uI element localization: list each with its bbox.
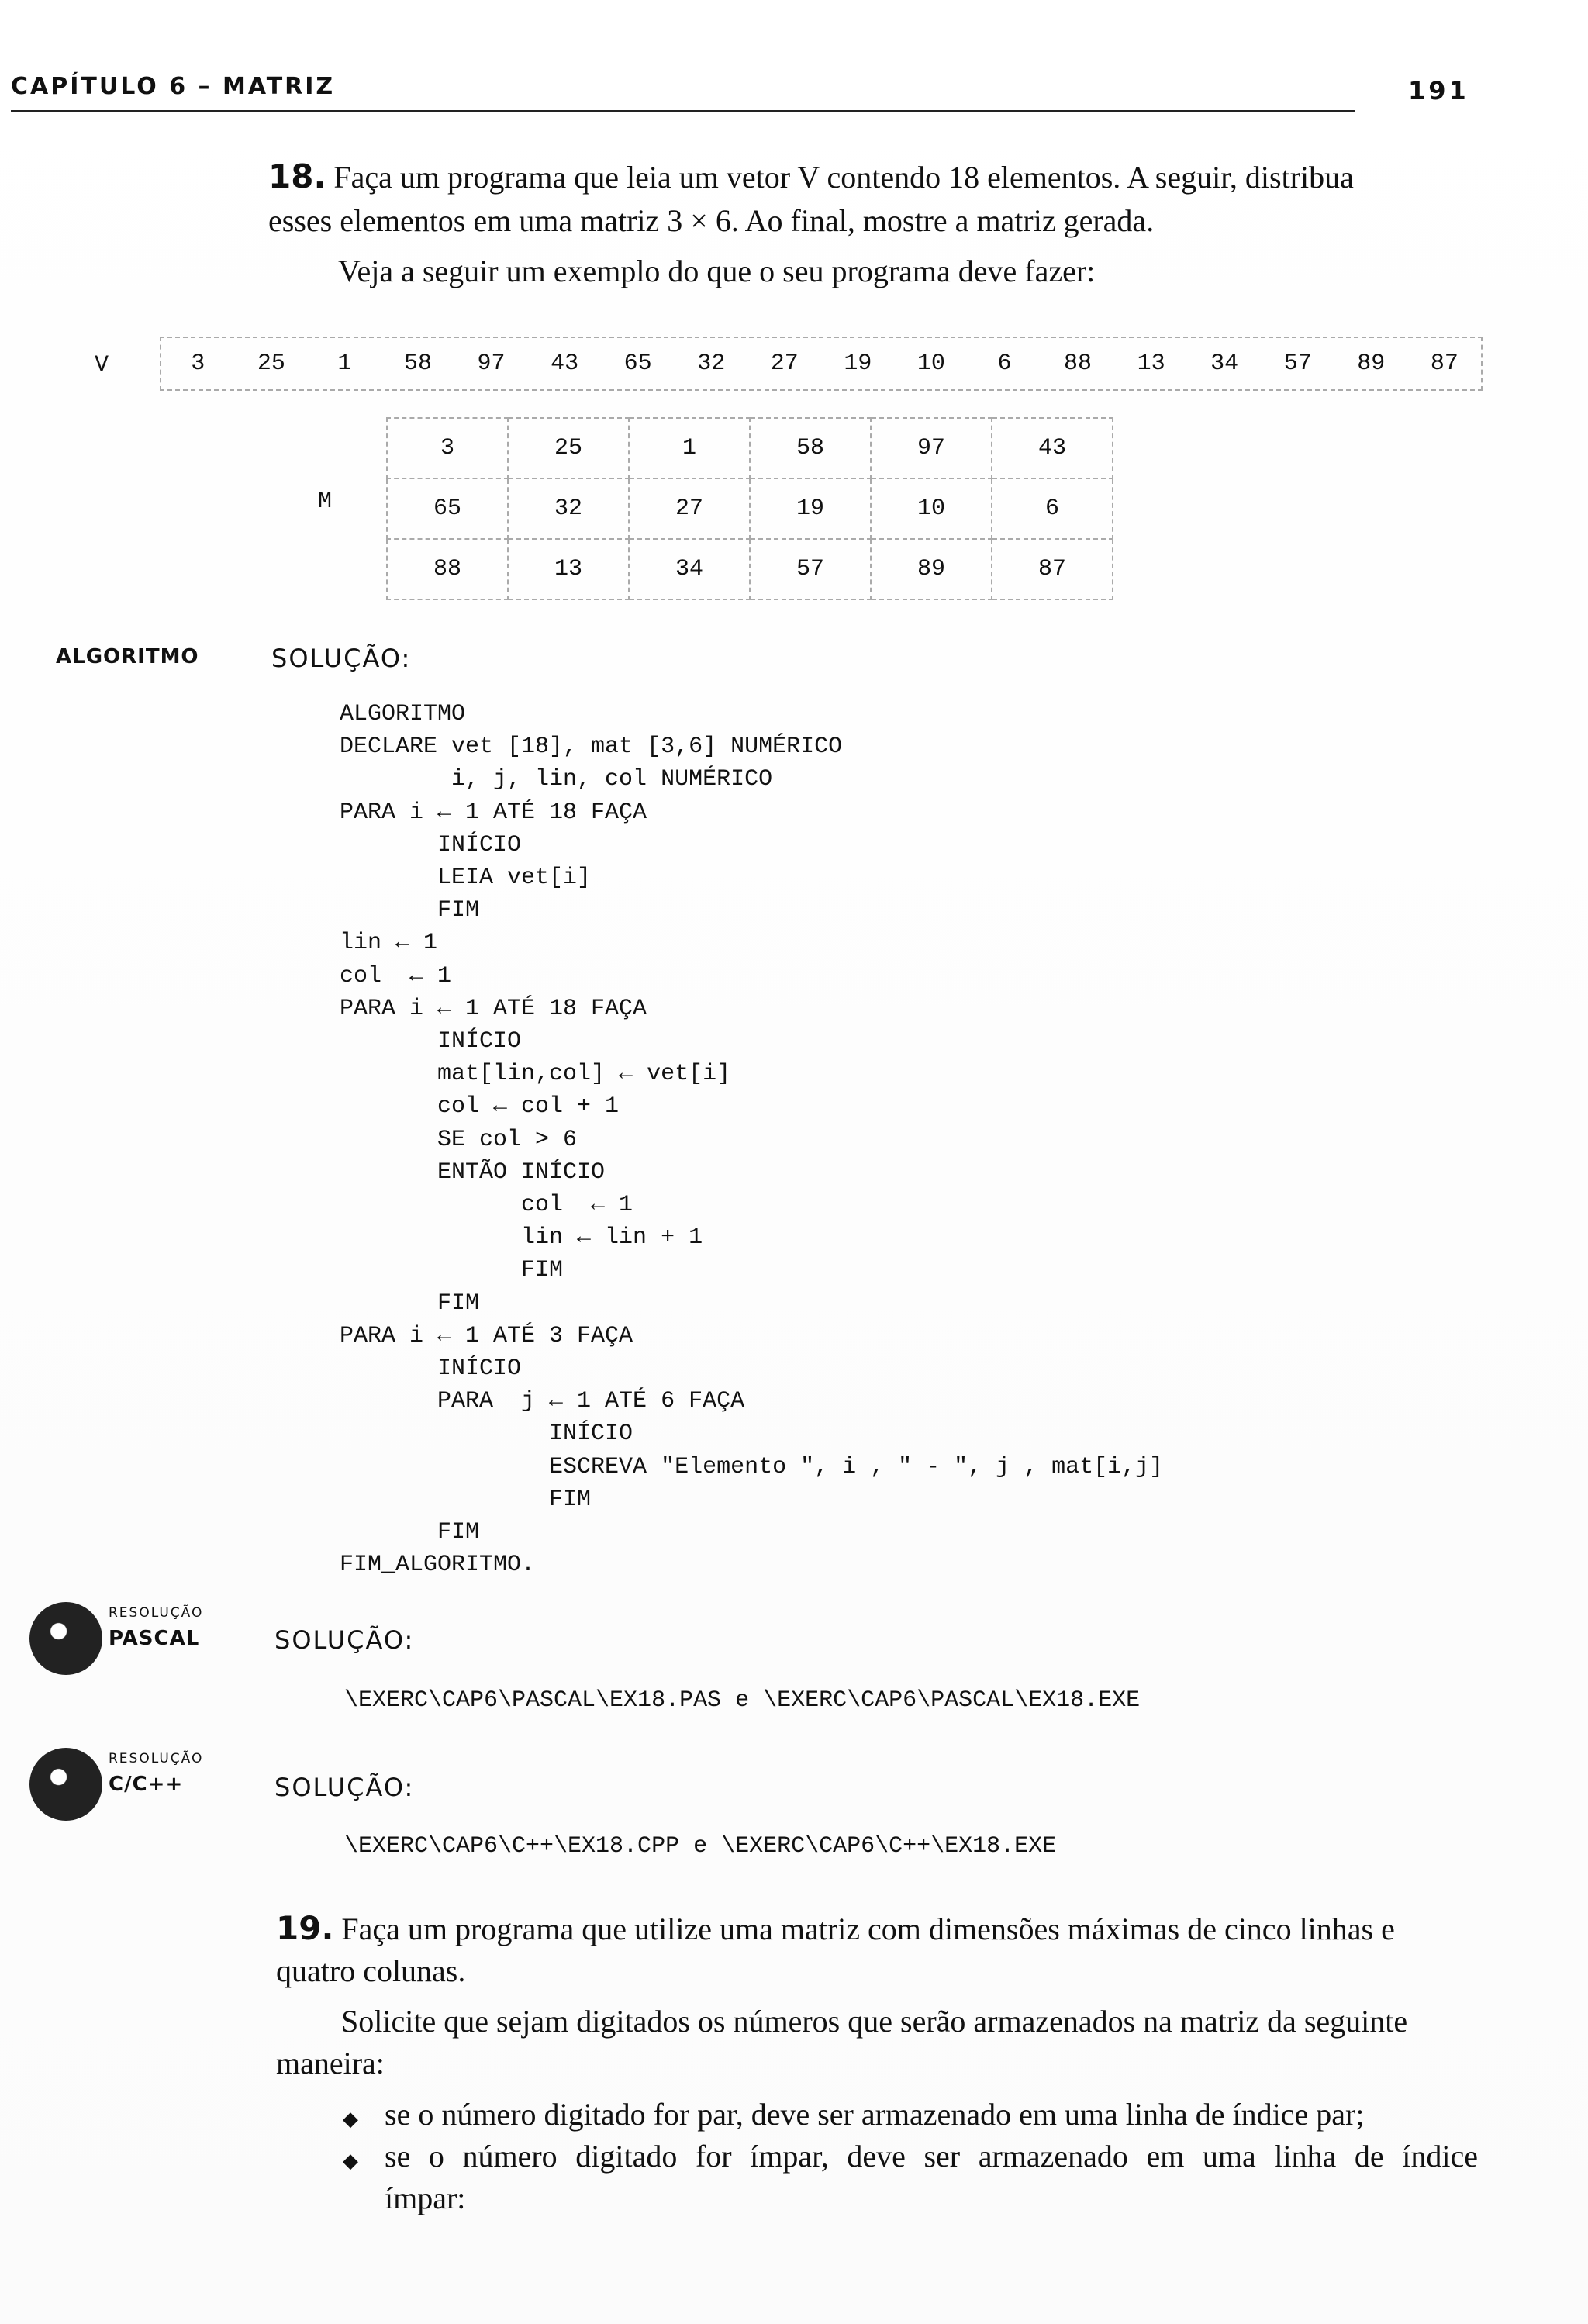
matrix-cell: 87	[992, 539, 1113, 599]
cpp-solution-label: SOLUÇÃO:	[274, 1773, 415, 1802]
exercise-19-para2-line2: maneira:	[276, 2046, 385, 2081]
vector-cell: 3	[191, 350, 205, 377]
page-header	[0, 73, 1473, 110]
vector-cell: 88	[1064, 350, 1093, 377]
vector-cell: 58	[403, 350, 432, 377]
exercise-19-paragraph-2	[276, 2001, 1478, 2084]
exercise-19-para2-line1: Solicite que sejam digitados os números que serão armazenados na matriz da seguinte	[341, 2004, 1408, 2039]
matrix-cell: 57	[750, 539, 871, 599]
matrix-cell: 27	[629, 478, 750, 539]
bullet-diamond-icon: ◆	[343, 2150, 358, 2173]
matrix-cell: 10	[871, 478, 992, 539]
matrix-cell: 19	[750, 478, 871, 539]
matrix-cell: 97	[871, 418, 992, 478]
vector-example	[84, 337, 1479, 391]
algoritmo-solution-label: SOLUÇÃO:	[271, 644, 412, 673]
matrix-row	[387, 539, 1113, 599]
exercise-18-number: 18.	[268, 157, 326, 195]
vector-cell: 97	[477, 350, 506, 377]
vector-cell: 32	[697, 350, 726, 377]
vector-label: V	[95, 352, 109, 378]
matrix-cell: 25	[508, 418, 629, 478]
matrix-label: M	[318, 489, 333, 515]
matrix-cell: 3	[387, 418, 508, 478]
matrix-cell: 43	[992, 418, 1113, 478]
cd-disc-icon	[29, 1748, 102, 1821]
exercise-19-text-line2: quatro colunas.	[276, 1953, 466, 1988]
vector-cell: 1	[337, 350, 352, 377]
cd-disc-icon	[29, 1602, 102, 1675]
vector-cell: 19	[844, 350, 872, 377]
cpp-side-label: C/C++	[109, 1773, 184, 1796]
exercise-18-statement	[268, 155, 1481, 243]
vector-cell: 65	[623, 350, 652, 377]
exercise-19-statement	[276, 1908, 1478, 1992]
exercise-19-bullet-2	[385, 2136, 1478, 2219]
vector-cell: 27	[770, 350, 799, 377]
cpp-resolution-label: RESOLUÇÃO	[109, 1751, 204, 1766]
algorithm-code: ALGORITMO DECLARE vet [18], mat [3,6] NUMÉRICO i, j, lin, col NUMÉRICO PARA i ← 1 ATÉ 18 FAÇA INÍCIO LEIA vet[i] FIM lin ← 1 col ← 1 PARA i ← 1 ATÉ 18 FAÇA INÍCIO mat[lin,col] ← vet[i] col ← col + 1 SE col > 6 ENTÃO INÍCIO col ← 1 lin ← lin + 1 FIM FIM PARA i ← 1 ATÉ 3 FAÇA INÍCIO PARA j ← 1 ATÉ 6 FAÇA INÍCIO ESCREVA "Elemento ", i , " - ", j , mat[i,j] FIM FIM FIM_ALGORITMO.	[340, 701, 1164, 1579]
matrix-cell: 1	[629, 418, 750, 478]
exercise-19-text-line1: Faça um programa que utilize uma matriz com dimensões máximas de cinco linhas e	[341, 1911, 1395, 1946]
exercise-19-bullet-1: se o número digitado for par, deve ser armazenado em uma linha de índice par;	[385, 2097, 1365, 2132]
vector-cell: 25	[257, 350, 285, 377]
exercise-18-text-line2: esses elementos em uma matriz 3 × 6. Ao final, mostre a matriz gerada.	[268, 203, 1155, 238]
pascal-file-path: \EXERC\CAP6\PASCAL\EX18.PAS e \EXERC\CAP6\PASCAL\EX18.EXE	[344, 1687, 1141, 1714]
exercise-19-bullet-2-line2: ímpar:	[385, 2181, 466, 2215]
vector-cell: 10	[917, 350, 945, 377]
algoritmo-side-label: ALGORITMO	[56, 645, 199, 668]
pascal-solution-label: SOLUÇÃO:	[274, 1625, 415, 1655]
matrix-cell: 65	[387, 478, 508, 539]
vector-cell: 43	[551, 350, 579, 377]
matrix-cell: 32	[508, 478, 629, 539]
matrix-cell: 13	[508, 539, 629, 599]
pascal-resolution-label: RESOLUÇÃO	[109, 1605, 204, 1621]
vector-cell: 57	[1283, 350, 1312, 377]
vector-cell: 89	[1357, 350, 1386, 377]
page-number: 191	[1408, 76, 1469, 105]
vector-cell: 34	[1210, 350, 1239, 377]
exercise-19-bullet-2-line1: se o número digitado for ímpar, deve ser armazenado em uma linha de índice	[385, 2139, 1478, 2174]
vector-cells	[160, 337, 1483, 391]
header-rule	[11, 110, 1355, 112]
matrix-cell: 6	[992, 478, 1113, 539]
matrix-cell: 58	[750, 418, 871, 478]
vector-cell: 87	[1430, 350, 1459, 377]
vector-cell: 13	[1137, 350, 1165, 377]
chapter-title: CAPÍTULO 6 – MATRIZ	[11, 73, 336, 100]
cpp-file-path: \EXERC\CAP6\C++\EX18.CPP e \EXERC\CAP6\C++\EX18.EXE	[344, 1833, 1057, 1860]
matrix-cell: 88	[387, 539, 508, 599]
matrix-row	[387, 418, 1113, 478]
pascal-side-label: PASCAL	[109, 1627, 200, 1650]
vector-cell: 6	[997, 350, 1012, 377]
matrix-cell: 89	[871, 539, 992, 599]
matrix-example	[386, 417, 1113, 600]
example-intro: Veja a seguir um exemplo do que o seu programa deve fazer:	[338, 254, 1096, 288]
matrix-row	[387, 478, 1113, 539]
exercise-19-number: 19.	[276, 1909, 334, 1947]
matrix-cell: 34	[629, 539, 750, 599]
exercise-18-text-line1: Faça um programa que leia um vetor V contendo 18 elementos. A seguir, distribua	[333, 160, 1354, 195]
bullet-diamond-icon: ◆	[343, 2108, 358, 2131]
